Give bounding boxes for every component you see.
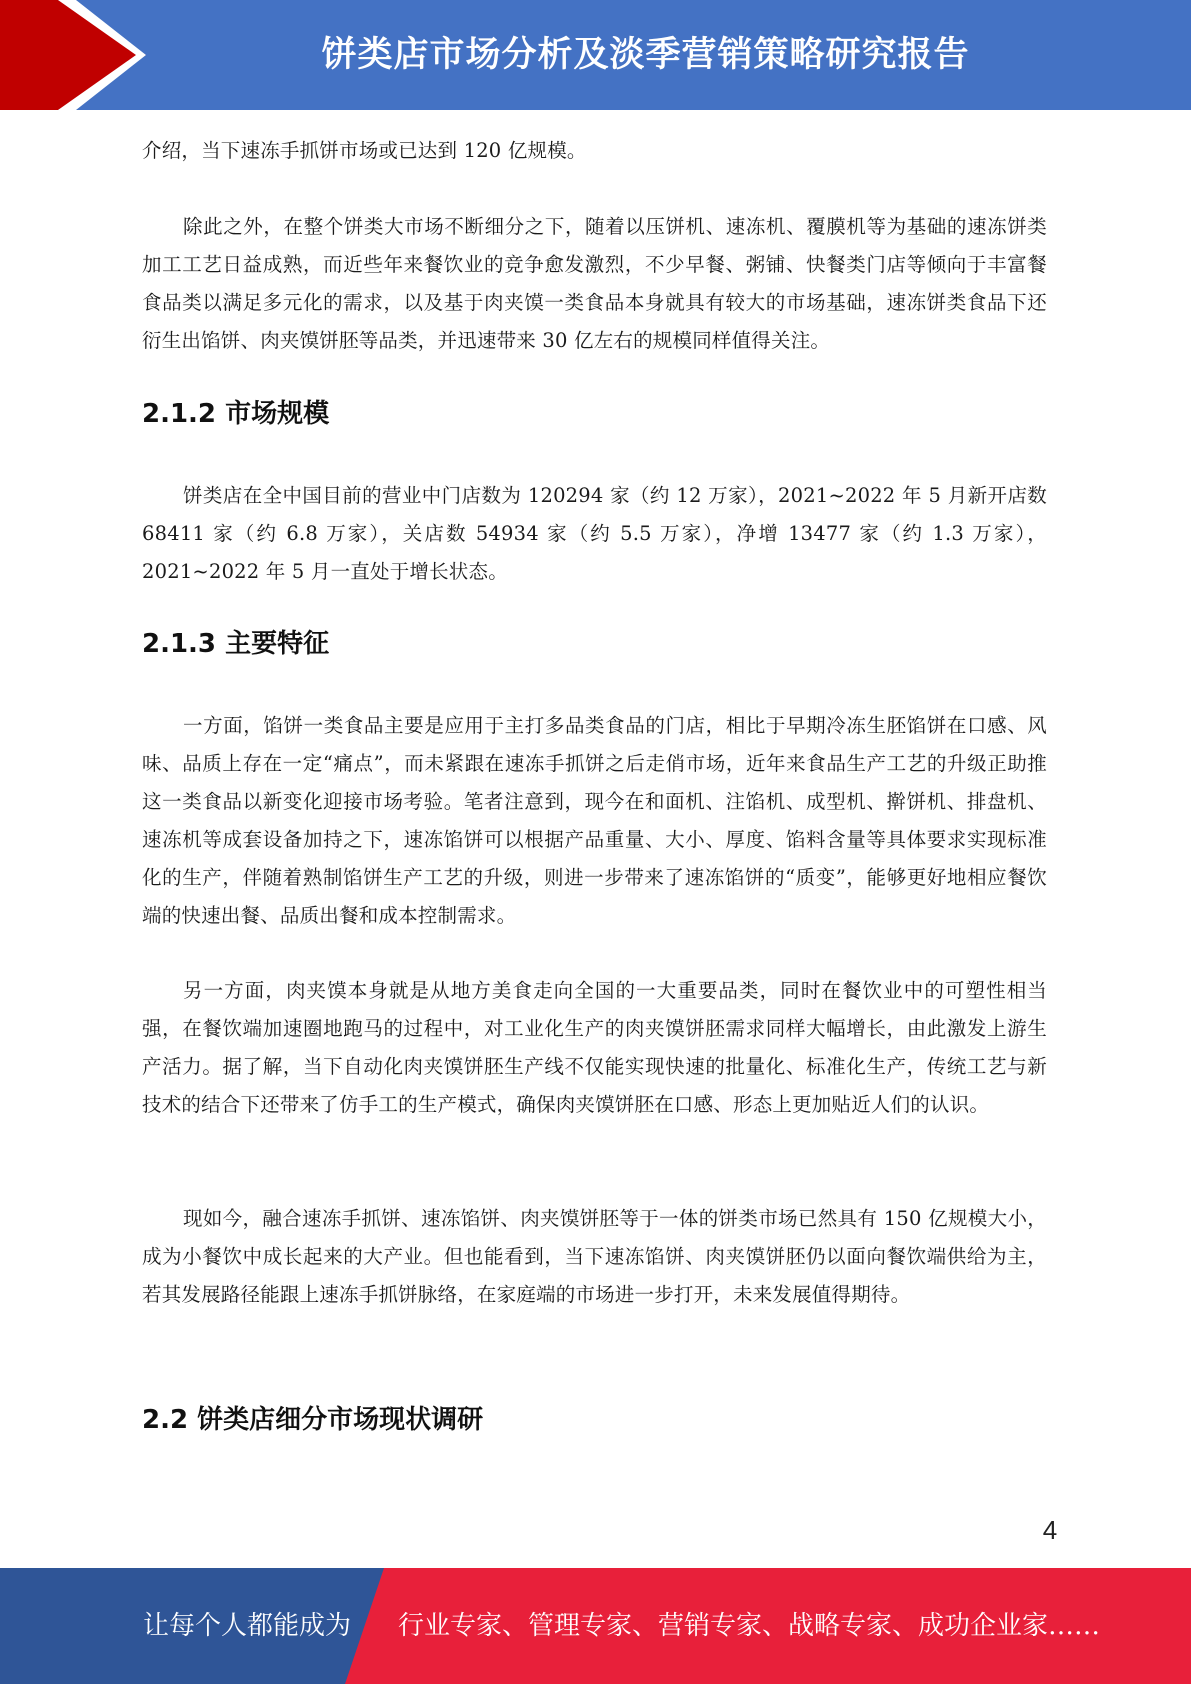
paragraph-store-counts: 饼类店在全中国目前的营业中门店数为 120294 家（约 12 万家），2021~2022 年 5 月新开店数 68411 家（约 6.8 万家），关店数 54934 家（约 5.5 万家），净增 13477 家（约 1.3 万家），2021~2022 年 5 月一直处于增长状态。 — [142, 484, 1047, 583]
paragraph-intro-continued: 介绍，当下速冻手抓饼市场或已达到 120 亿规模。 — [142, 139, 587, 162]
paragraph-market-outlook: 现如今，融合速冻手抓饼、速冻馅饼、肉夹馍饼胚等于一体的饼类市场已然具有 150 亿规模大小，成为小餐饮中成长起来的大产业。但也能看到，当下速冻馅饼、肉夹馍饼胚仍以面向餐饮端供给为主，若其发展路径能跟上速冻手抓饼脉络，在家庭端的市场进一步打开，未来发展值得期待。 — [142, 1207, 1047, 1306]
header-chevron-decoration — [0, 0, 160, 110]
paragraph-pie-features: 一方面，馅饼一类食品主要是应用于主打多品类食品的门店，相比于早期冷冻生胚馅饼在口感、风味、品质上存在一定“痛点”，而未紧跟在速冻手抓饼之后走俏市场，近年来食品生产工艺的升级正助推这一类食品以新变化迎接市场考验。笔者注意到，现今在和面机、注馅机、成型机、擀饼机、排盘机、速冻机等成套设备加持之下，速冻馅饼可以根据产品重量、大小、厚度、馅料含量等具体要求实现标准化的生产，伴随着熟制馅饼生产工艺的升级，则进一步带来了速冻馅饼的“质变”，能够更好地相应餐饮端的快速出餐、品质出餐和成本控制需求。 — [142, 714, 1047, 927]
section-heading-segment-survey: 2.2 饼类店细分市场现状调研 — [142, 1405, 484, 1435]
footer-slogan-right: 行业专家、管理专家、营销专家、战略专家、成功企业家…… — [398, 1611, 1101, 1641]
report-title: 饼类店市场分析及淡季营销策略研究报告 — [321, 35, 970, 75]
section-heading-main-features: 2.1.3 主要特征 — [142, 629, 330, 659]
page-footer — [0, 1568, 1191, 1684]
paragraph-frozen-pastry: 除此之外，在整个饼类大市场不断细分之下，随着以压饼机、速冻机、覆膜机等为基础的速冻饼类加工工艺日益成熟，而近些年来餐饮业的竞争愈发激烈，不少早餐、粥铺、快餐类门店等倾向于丰富餐食品类以满足多元化的需求，以及基于肉夹馍一类食品本身就具有较大的市场基础，速冻饼类食品下还衍生出馅饼、肉夹馍饼胚等品类，并迅速带来 30 亿左右的规模同样值得关注。 — [142, 215, 1047, 352]
page-number: 4 — [1042, 1515, 1058, 1545]
paragraph-roujiamo: 另一方面，肉夹馍本身就是从地方美食走向全国的一大重要品类，同时在餐饮业中的可塑性相当强，在餐饮端加速圈地跑马的过程中，对工业化生产的肉夹馍饼胚需求同样大幅增长，由此激发上游生产活力。据了解，当下自动化肉夹馍饼胚生产线不仅能实现快速的批量化、标准化生产，传统工艺与新技术的结合下还带来了仿手工的生产模式，确保肉夹馍饼胚在口感、形态上更加贴近人们的认识。 — [142, 979, 1047, 1116]
section-heading-market-size: 2.1.2 市场规模 — [142, 399, 330, 429]
footer-slogan-left: 让每个人都能成为 — [143, 1611, 352, 1641]
page-header — [0, 0, 1191, 110]
